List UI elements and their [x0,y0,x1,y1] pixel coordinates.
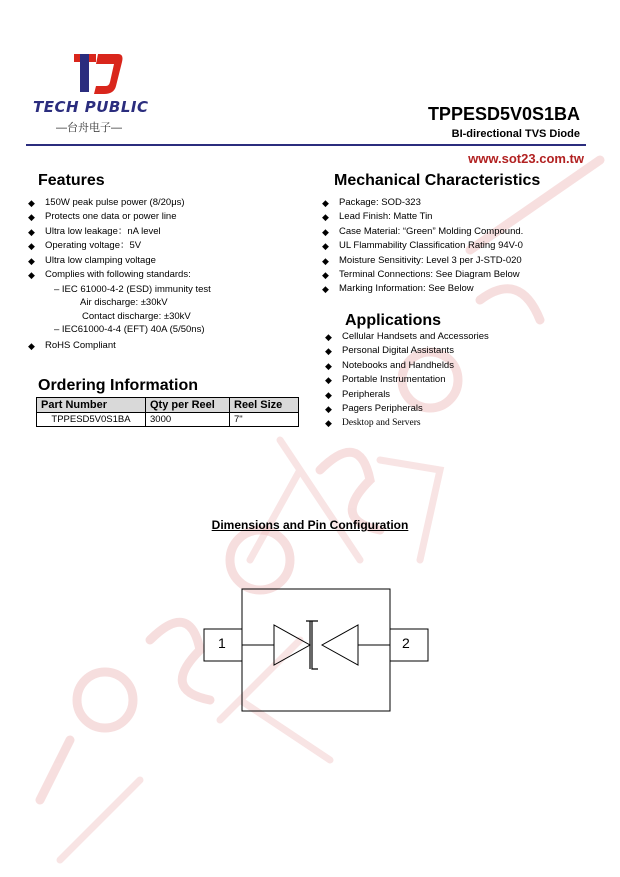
ordering-heading: Ordering Information [38,377,198,394]
standard-line: – IEC61000-4-4 (EFT) 40A (5/50ns) [54,324,205,336]
list-item: ◆ Lead Finish: Matte Tin [322,210,523,224]
bullet-icon: ◆ [28,241,35,252]
list-item: ◆ Protects one data or power line [28,210,191,224]
features-heading: Features [38,172,105,189]
bullet-icon: ◆ [325,375,332,386]
list-item: ◆ Peripherals [325,388,489,402]
table-cell: 7" [230,413,299,427]
bullet-icon: ◆ [325,332,332,342]
bullet-icon: ◆ [322,270,329,281]
standard-line: Contact discharge: ±30kV [82,310,191,322]
list-item: ◆ Notebooks and Handhelds [325,359,489,373]
pin-configuration-diagram [200,585,432,715]
bullet-icon: ◆ [322,226,329,237]
rohs-list [28,339,116,353]
applications-list [325,330,489,431]
list-item: ◆ Personal Digital Assistants [325,344,489,358]
list-item: ◆ Desktop and Servers [325,416,489,430]
diode-right-icon [322,625,358,665]
list-item: ◆ Complies with following standards: [28,268,191,282]
mechanical-heading: Mechanical Characteristics [334,172,541,189]
table-row [37,413,299,427]
list-item: ◆ Ultra low leakage：nA level [28,225,191,239]
pin-2-label: 2 [402,635,410,651]
table-header-row [37,398,299,413]
header-divider [26,144,586,146]
website-link[interactable]: www.sot23.com.tw [468,151,584,166]
column-header: Part Number [37,398,146,413]
brand-name: TECH PUBLIC [33,98,149,116]
bullet-icon: ◆ [28,255,35,266]
bullet-icon: ◆ [28,226,35,237]
column-header: Reel Size [230,398,299,413]
package-outline [242,589,390,711]
bullet-icon: ◆ [322,284,329,295]
bullet-icon: ◆ [325,389,332,400]
ordering-table [36,397,299,427]
list-item: ◆ Terminal Connections: See Diagram Below [322,268,523,282]
list-item: ◆ Operating voltage：5V [28,239,191,253]
bullet-icon: ◆ [325,346,332,357]
list-item: ◆ 150W peak pulse power (8/20μs) [28,196,191,210]
standard-line: Air discharge: ±30kV [80,297,168,309]
bullet-icon: ◆ [322,198,329,208]
bullet-icon: ◆ [322,241,329,252]
bullet-icon: ◆ [325,360,332,371]
list-item: ◆ RoHS Compliant [28,339,116,353]
diode-left-icon [274,625,310,665]
standard-line: – IEC 61000-4-2 (ESD) immunity test [54,284,211,295]
applications-heading: Applications [345,312,442,329]
part-description: BI-directional TVS Diode [451,128,580,140]
bullet-icon: ◆ [28,212,35,223]
list-item: ◆ Ultra low clamping voltage [28,254,191,268]
features-list [28,196,191,282]
zener-bar-icon [306,621,318,669]
list-item: ◆ Moisture Sensitivity: Level 3 per J-STD-020 [322,254,523,268]
list-item: ◆ Marking Information: See Below [322,282,523,296]
table-cell: 3000 [146,413,230,427]
bullet-icon: ◆ [325,404,332,415]
bullet-icon: ◆ [325,418,332,429]
standards-notes [54,283,211,337]
list-item: ◆ Cellular Handsets and Accessories [325,330,489,344]
dimensions-heading: Dimensions and Pin Configuration [211,518,409,532]
list-item: ◆ Portable Instrumentation [325,373,489,387]
part-number-title: TPPESD5V0S1BA [427,104,580,124]
list-item: ◆ UL Flammability Classification Rating 94V-0 [322,239,523,253]
mechanical-list [322,196,523,297]
pin-1-label: 1 [218,635,226,651]
list-item: ◆ Package: SOD-323 [322,196,523,210]
tech-public-logo-icon [68,52,124,96]
bullet-icon: ◆ [322,212,329,223]
bullet-icon: ◆ [322,255,329,266]
bullet-icon: ◆ [28,270,35,281]
list-item: ◆ Case Material: “Green” Molding Compound. [322,225,523,239]
bullet-icon: ◆ [28,341,35,351]
bullet-icon: ◆ [28,198,35,208]
list-item: ◆ Pagers Peripherals [325,402,489,416]
table-cell: TPPESD5V0S1BA [37,413,146,427]
brand-subtitle: —台舟电子— [56,122,122,134]
column-header: Qty per Reel [146,398,230,413]
